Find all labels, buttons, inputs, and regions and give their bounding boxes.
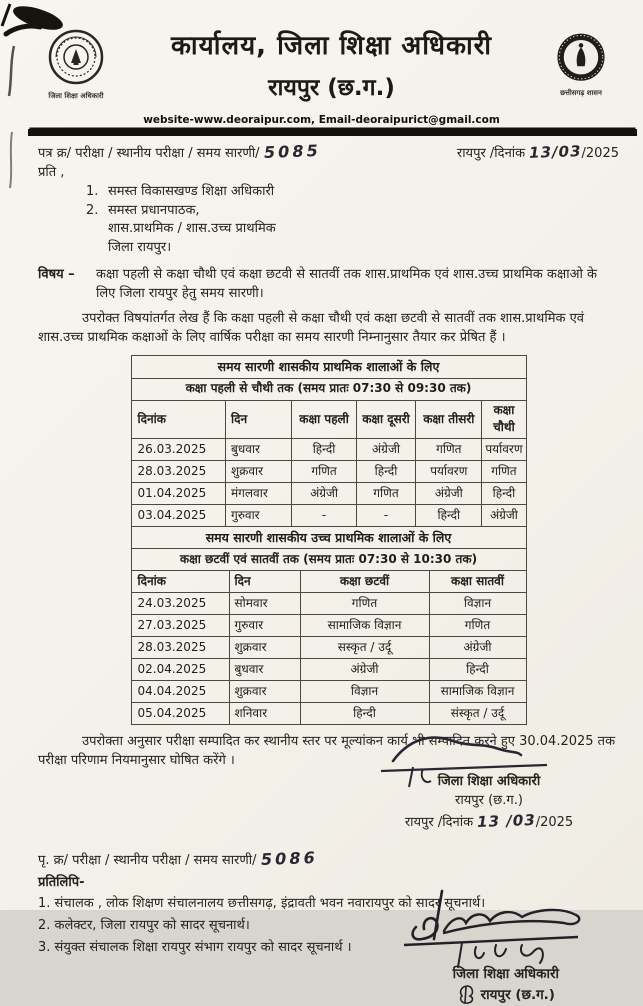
place-date-label: रायपुर /दिनांक [456,146,526,161]
table2-header-row: दिनांक दिन कक्षा छटवीं कक्षा सातवीं [131,571,526,593]
table-row: 05.04.2025 शनिवार हिन्दी संस्कृत / उर्दू [131,703,526,725]
ref-label: पत्र क्र/ परीक्षा / स्थानीय परीक्षा / समय सारणी/ [38,146,260,161]
recipient-item: 2. समस्त प्रधानपाठक, [86,202,200,218]
letterhead [0,0,643,102]
timetable-container [131,355,527,725]
date-handwritten: 13/03 [528,142,584,162]
signature-block-1 [369,773,609,833]
ref-number-handwritten: 5085 [262,141,322,162]
reference-line [38,140,619,164]
subject-label: विषय – [38,267,75,283]
office-location: रायपुर (छ.ग.) [268,75,395,101]
closing-paragraph: उपरोक्ता अनुसार परीक्षा सम्पादित कर स्थानीय स्तर पर मूल्यांकन कार्य भी सम्पादित करने हुए 30.04.2025 तक परीक्षा परिणाम नियमानुसार घोषित करेंगे । [38,734,616,769]
signatory-title: जिला शिक्षा अधिकारी [437,774,541,790]
recipient-item: 1. समस्त विकासखण्ड शिक्षा अधिकारी [86,183,275,199]
district-education-seal-icon [44,27,108,91]
table-row: 27.03.2025 गुरुवार सामाजिक विज्ञान गणित [131,615,526,637]
recipient-item-line: शास.प्राथमिक / शास.उच्च प्राथमिक [108,221,276,237]
recipient-item-line: जिला रायपुर। [108,240,172,256]
right-seal-caption: छत्तीसगढ़ शासन [560,89,602,98]
table-row: 04.04.2025 शुक्रवार विज्ञान सामाजिक विज्ञान [131,681,526,703]
chhattisgarh-govt-seal-icon [552,30,610,88]
subject-block [38,266,619,304]
table2-title: समय सारणी शासकीय उच्च प्राथमिक शालाओं के लिए [131,527,526,549]
body-paragraph: उपरोक्त विषयांतर्गत लेख हैं कि कक्षा पहली से कक्षा चौथी एवं कक्षा छटवी से सातवीं तक शास.प्राथमिक एवं शास.उच्च प्राथमिक कक्षाओं के लिए वार्षिक परीक्षा का समय सारणी निम्नानुसार तैयार कर प्रेषित हैं । [38,310,585,345]
table-row: 26.03.2025 बुधवार हिन्दी अंग्रेजी गणित पर्यावरण [131,439,526,461]
signatory-title: जिला शिक्षा अधिकारी [452,965,559,982]
reference-line-2 [38,847,619,871]
table-primary-schools [131,355,527,527]
website-email-line: website-www.deoraipur.com, Email-deoraipurict@gmail.com [143,114,500,126]
subject-text: कक्षा पहली से कक्षा चौथी एवं कक्षा छटवी से सातवीं तक शास.प्राथमिक एवं शास.उच्च प्राथमिक कक्षाओ के लिए जिला रायपुर हेतु समय सारणी। [96,267,598,301]
signature-date-line: रायपुर /दिनांक 13 /03/2025 [369,811,609,833]
copies-heading: प्रतिलिपि- [38,874,85,890]
stamp-b-icon [457,984,479,1006]
header-divider [28,129,637,136]
ref2-label: पृ. क्र/ परीक्षा / स्थानीय परीक्षा / समय सारणी/ [38,852,257,868]
recipient-list [86,183,619,258]
signatory-place-line: रायपुर (छ.ग.) [453,984,559,1006]
copy-item: 2. कलेक्टर, जिला रायपुर को सादर सूचनार्थ। [38,918,250,934]
table2-body [131,593,526,725]
table-upper-primary-schools [131,526,527,725]
table1-header-row: दिनांक दिन कक्षा पहली कक्षा दूसरी कक्षा तीसरी कक्षा चौथी [131,400,526,439]
table-row: 03.04.2025 गुरुवार - - हिन्दी अंग्रेजी [131,505,526,527]
salutation: प्रति , [38,164,65,180]
table1-body [131,439,526,527]
office-title: कार्यालय, जिला शिक्षा अधिकारी [170,31,493,61]
table1-subtitle: कक्षा पहली से चौथी तक (समय प्रातः 07:30 से 09:30 तक) [131,378,526,400]
table2-subtitle: कक्षा छटवीं एवं सातवीं तक (समय प्रातः 07:30 से 10:30 तक) [131,549,526,571]
right-seal [545,30,617,98]
signatory-place: रायपुर (छ.ग.) [455,793,523,808]
table-row: 28.03.2025 शुक्रवार गणित हिन्दी पर्यावरण गणित [131,461,526,483]
table-row: 01.04.2025 मंगलवार अंग्रेजी गणित अंग्रेजी हिन्दी [131,483,526,505]
table-row: 24.03.2025 सोमवार गणित विज्ञान [131,593,526,615]
left-seal [34,27,118,101]
signature-scribble-icon [379,727,579,789]
footer-zone [38,847,619,1004]
table1-title: समय सारणी शासकीय प्राथमिक शालाओं के लिए [131,356,526,378]
copy-item: 3. संयुक्त संचालक शिक्षा रायपुर संभाग रायपुर को सादर सूचनार्थ । [38,940,352,956]
copy-item: 1. संचालक , लोक शिक्षण संचालनालय छत्तीसगढ़, इंद्रावती भवन नवारायपुर को सादर सूचनार्थ। [38,896,486,912]
year-printed: /2025 [581,146,619,161]
final-signatory [453,965,559,1006]
date-handwritten: 13 /03 [475,810,538,831]
left-seal-caption: जिला शिक्षा अधिकारी [48,92,104,101]
signature-scribble-icon [396,887,596,973]
table-row: 02.04.2025 बुधवार अंग्रेजी हिन्दी [131,659,526,681]
ref2-number-handwritten: 5086 [259,847,319,869]
table-row: 28.03.2025 शुक्रवार सस्कृत / उर्दू अंग्रेजी [131,637,526,659]
